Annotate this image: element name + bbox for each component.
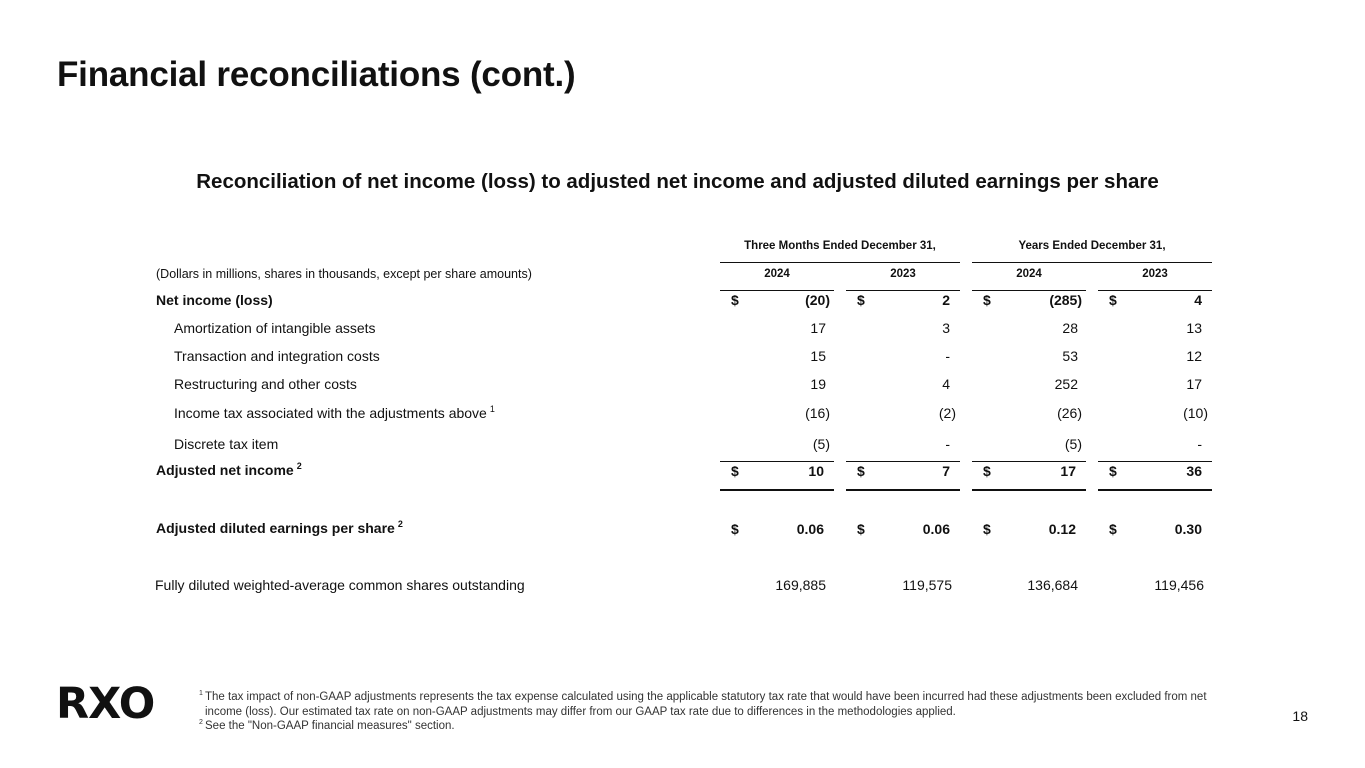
column-rule: [1098, 290, 1212, 291]
group-header-three-months: Three Months Ended December 31,: [744, 240, 936, 252]
page-title: Financial reconciliations (cont.): [57, 55, 576, 94]
value-cell: 10: [808, 463, 824, 479]
value-cell: (285): [1049, 292, 1082, 308]
footnote-mark: 2: [199, 719, 203, 726]
total-rule: [972, 489, 1086, 491]
value-cell: 2: [942, 292, 950, 308]
value-cell: 12: [1186, 348, 1202, 364]
subtotal-rule: [846, 461, 960, 462]
row-label-amortization: Amortization of intangible assets: [174, 320, 376, 336]
value-cell: 28: [1062, 320, 1078, 336]
row-label-discrete-tax: Discrete tax item: [174, 436, 279, 452]
group-rule: [720, 262, 960, 263]
currency-sign: $: [731, 292, 739, 308]
group-rule: [972, 262, 1212, 263]
total-rule: [846, 489, 960, 491]
year-header: 2024: [764, 268, 790, 280]
value-cell: 4: [942, 376, 950, 392]
footnote-text: The tax impact of non-GAAP adjustments represents the tax expense calculated using the applicable statutory tax rate that would have been incurred had these adjustments been excluded from net income (loss). Our estimated tax rate on non-GAAP adjustments may differ from our GAAP tax rate due to differences in the methodologies applied.: [205, 691, 1207, 718]
year-header: 2024: [1016, 268, 1042, 280]
value-cell: 7: [942, 463, 950, 479]
currency-sign: $: [1109, 521, 1117, 537]
currency-sign: $: [857, 292, 865, 308]
units-note: (Dollars in millions, shares in thousands, except per share amounts): [156, 267, 532, 281]
row-label-text: Income tax associated with the adjustments above: [174, 405, 487, 421]
value-cell: -: [1197, 436, 1202, 452]
value-cell: 13: [1186, 320, 1202, 336]
value-cell: (10): [1183, 405, 1208, 421]
total-rule: [1098, 489, 1212, 491]
currency-sign: $: [983, 463, 991, 479]
value-cell: 17: [1186, 376, 1202, 392]
footnote-1: [199, 690, 1239, 719]
currency-sign: $: [857, 463, 865, 479]
currency-sign: $: [731, 521, 739, 537]
value-cell: 17: [810, 320, 826, 336]
row-label-net-income: Net income (loss): [156, 292, 273, 308]
value-cell: 136,684: [1027, 577, 1078, 593]
value-cell: (16): [805, 405, 830, 421]
value-cell: 3: [942, 320, 950, 336]
value-cell: (5): [1064, 436, 1082, 452]
subtotal-rule: [720, 461, 834, 462]
footnote-text: See the "Non-GAAP financial measures" section.: [205, 720, 455, 732]
value-cell: 4: [1194, 292, 1202, 308]
value-cell: 53: [1062, 348, 1078, 364]
currency-sign: $: [1109, 463, 1117, 479]
footnote-mark: 1: [199, 690, 203, 697]
value-cell: -: [945, 348, 950, 364]
column-rule: [720, 290, 834, 291]
footnote-marker: 1: [489, 404, 495, 415]
column-rule: [972, 290, 1086, 291]
rxo-logo: RXO: [56, 679, 155, 729]
value-cell: 0.06: [922, 521, 950, 537]
year-header: 2023: [890, 268, 916, 280]
row-label-shares-outstanding: Fully diluted weighted-average common shares outstanding: [155, 577, 525, 593]
value-cell: 36: [1186, 463, 1202, 479]
currency-sign: $: [857, 521, 865, 537]
value-cell: 119,575: [902, 577, 952, 593]
value-cell: (5): [812, 436, 830, 452]
footnote-marker: 2: [296, 461, 302, 472]
footnotes: [199, 690, 1239, 734]
footnote-2: [199, 719, 1239, 734]
row-label-text: Adjusted net income: [156, 462, 294, 478]
row-label-adjusted-eps: [156, 520, 403, 536]
value-cell: 169,885: [775, 577, 826, 593]
value-cell: 15: [810, 348, 826, 364]
value-cell: (20): [805, 292, 830, 308]
value-cell: 252: [1054, 376, 1078, 392]
group-header-years: Years Ended December 31,: [1018, 240, 1166, 252]
row-label-restructuring: Restructuring and other costs: [174, 376, 357, 392]
value-cell: 17: [1060, 463, 1076, 479]
year-header: 2023: [1142, 268, 1168, 280]
value-cell: 119,456: [1154, 577, 1204, 593]
currency-sign: $: [1109, 292, 1117, 308]
row-label-income-tax: [174, 405, 495, 421]
value-cell: (2): [938, 405, 956, 421]
value-cell: 0.30: [1174, 521, 1202, 537]
value-cell: -: [945, 436, 950, 452]
total-rule: [720, 489, 834, 491]
value-cell: 0.12: [1048, 521, 1076, 537]
currency-sign: $: [983, 292, 991, 308]
footnote-marker: 2: [397, 519, 403, 530]
row-label-text: Adjusted diluted earnings per share: [156, 520, 395, 536]
value-cell: (26): [1057, 405, 1082, 421]
table-title: Reconciliation of net income (loss) to adjusted net income and adjusted diluted earnings per share: [196, 170, 1159, 193]
value-cell: 0.06: [796, 521, 824, 537]
page-number: 18: [1292, 708, 1308, 724]
subtotal-rule: [972, 461, 1086, 462]
value-cell: 19: [810, 376, 826, 392]
subtotal-rule: [1098, 461, 1212, 462]
column-rule: [846, 290, 960, 291]
row-label-adjusted-net-income: [156, 462, 302, 478]
row-label-transaction-costs: Transaction and integration costs: [174, 348, 380, 364]
currency-sign: $: [983, 521, 991, 537]
currency-sign: $: [731, 463, 739, 479]
